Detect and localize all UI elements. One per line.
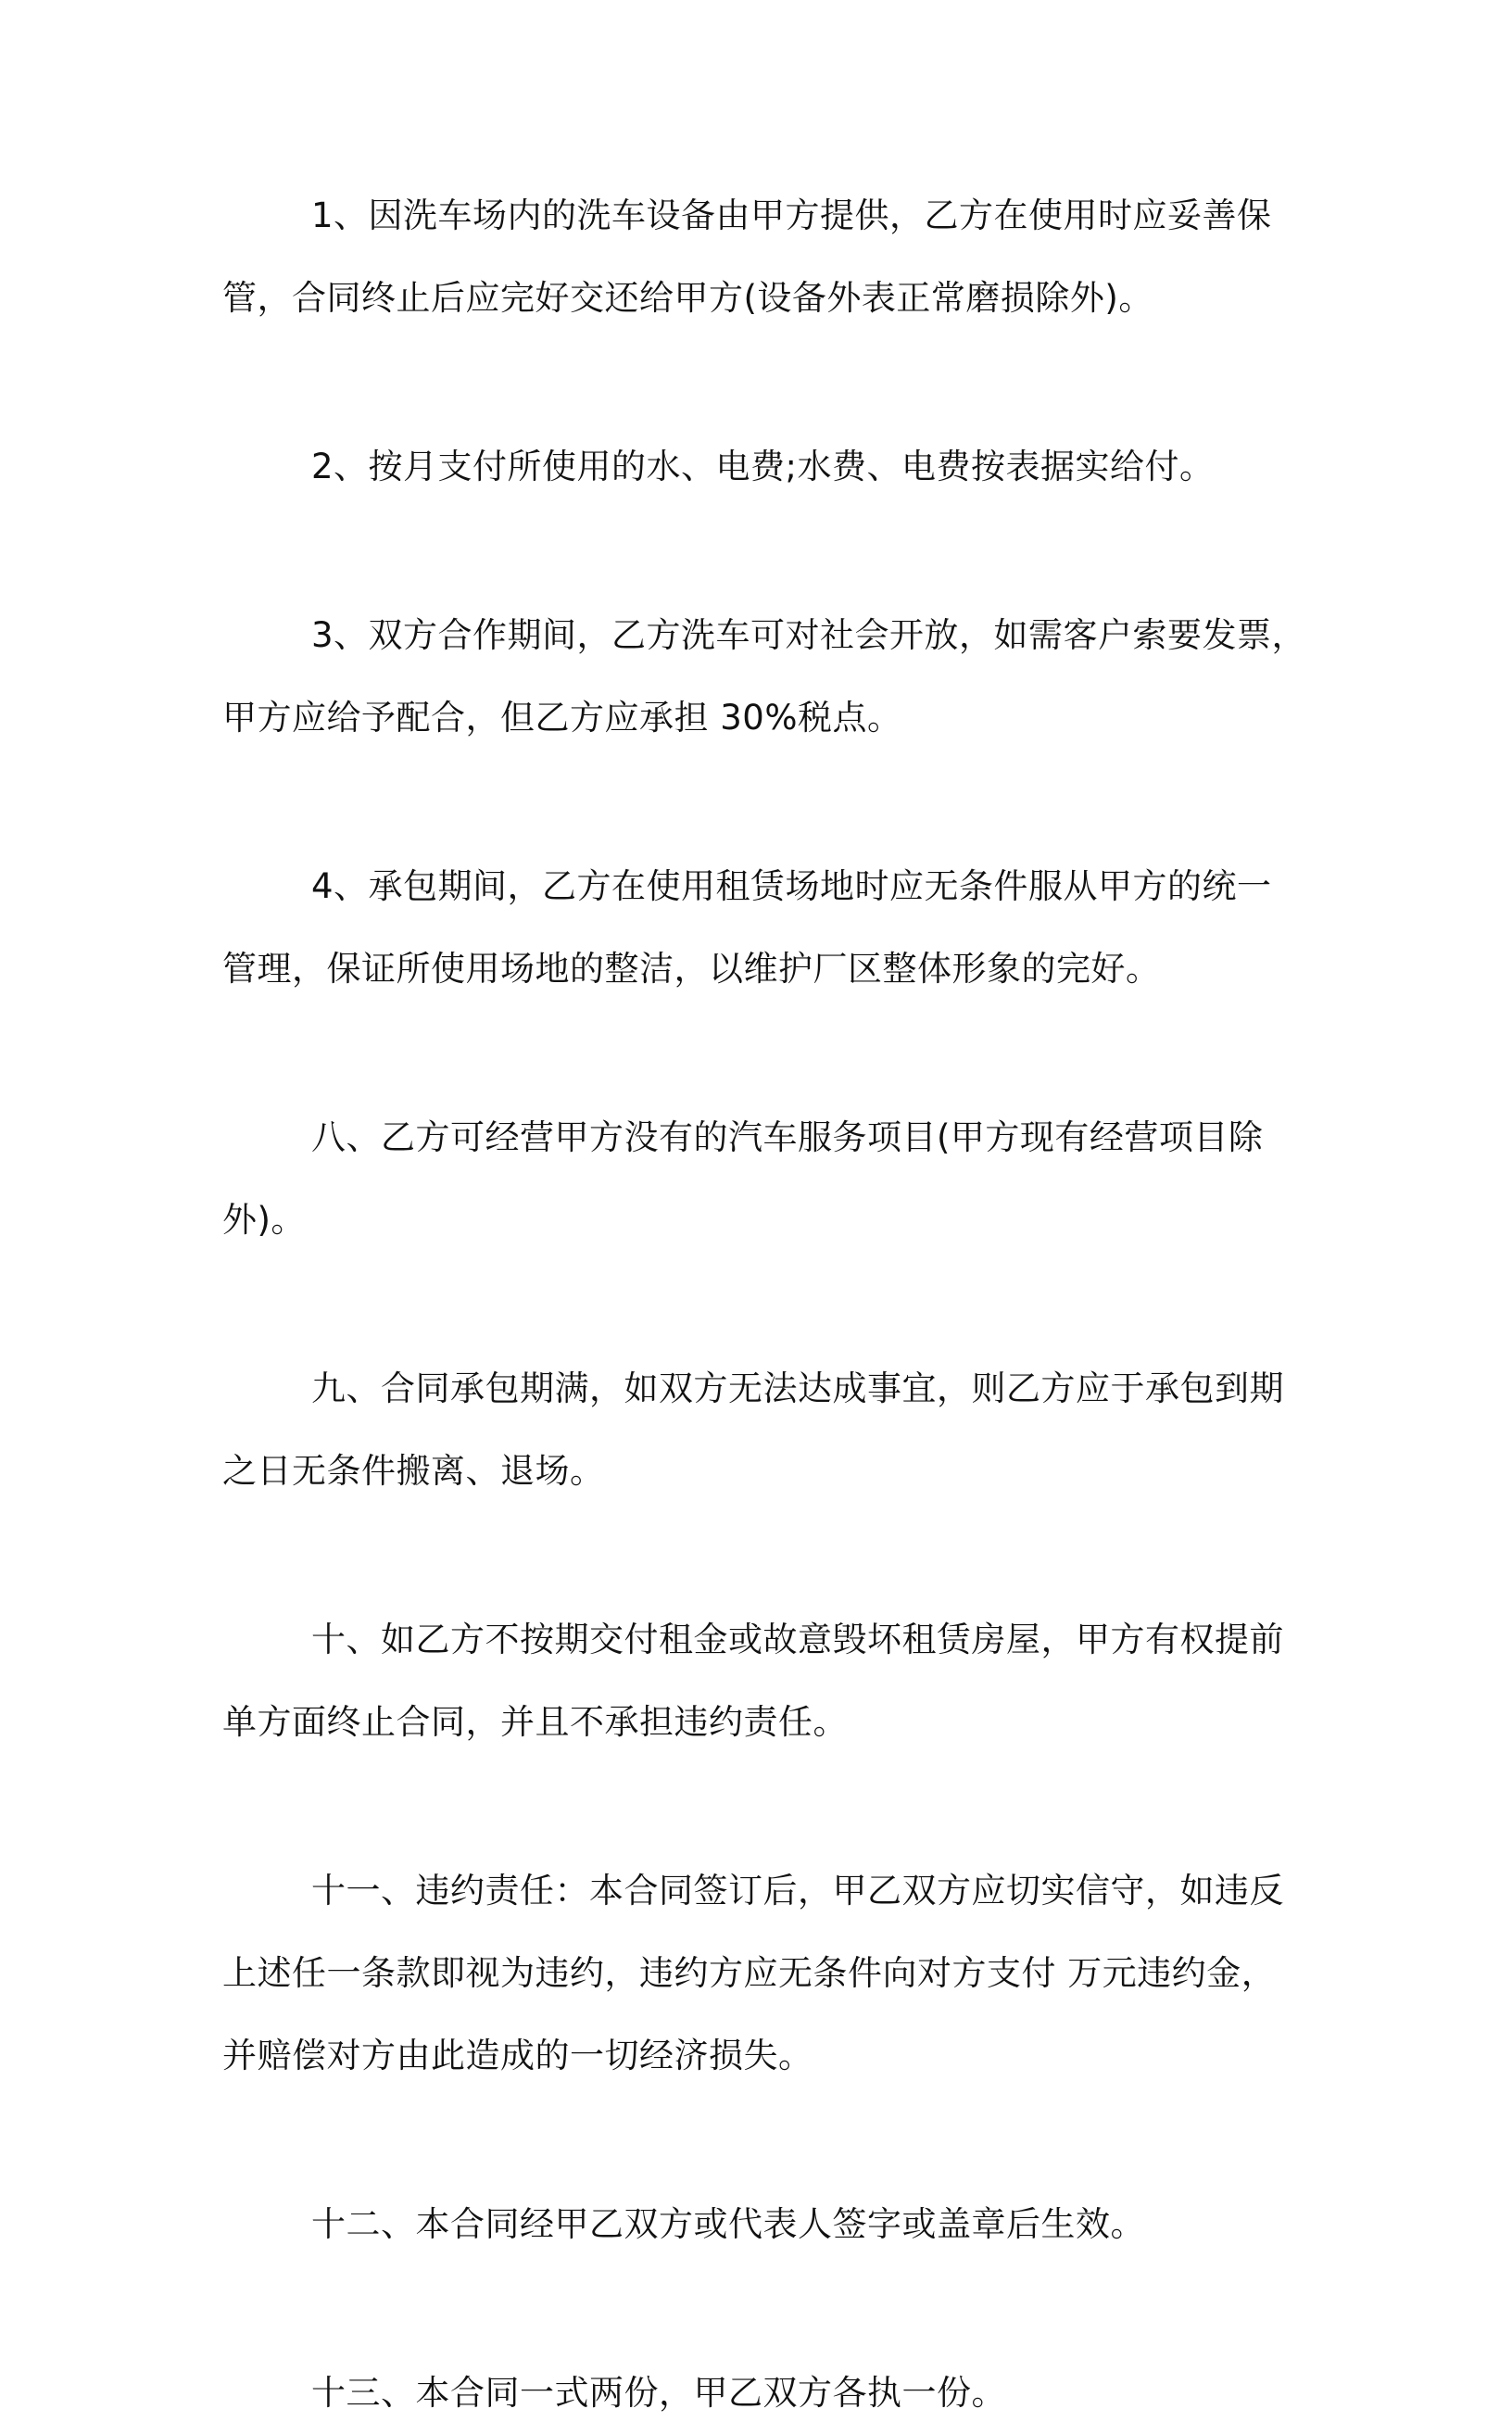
clause-10 [222,1598,1288,1763]
clause-9-line-1: 九、合同承包期满，如双方无法达成事宜，则乙方应于承包到期 [311,1368,1284,1408]
clause-4 [222,845,1288,1010]
clause-1 [222,174,1288,339]
clause-11-line-2: 上述任一条款即视为违约，违约方应无条件向对方支付 万元违约金， [222,1953,1277,1993]
clause-1-line-2: 管，合同终止后应完好交还给甲方(设备外表正常磨损除外)。 [222,278,1153,318]
contract-text [222,174,1307,2434]
clause-11 [222,1849,1288,2097]
clause-4-line-1: 4、承包期间，乙方在使用租赁场地时应无条件服从甲方的统一 [311,866,1272,906]
clause-11-line-1: 十一、违约责任：本合同签订后，甲乙双方应切实信守，如违反 [311,1871,1284,1911]
clause-12 [222,2183,1288,2265]
clause-3-line-2: 甲方应给予配合，但乙方应承担 30%税点。 [222,698,902,738]
clause-13-line-1: 十三、本合同一式两份，甲乙双方各执一份。 [311,2373,1006,2413]
clause-9 [222,1347,1288,1512]
clause-2 [222,425,1288,508]
clause-8 [222,1096,1288,1261]
clause-11-line-3: 并赔偿对方由此造成的一切经济损失。 [222,2036,813,2075]
clause-9-line-2: 之日无条件搬离、退场。 [222,1451,605,1491]
clause-3-line-1: 3、双方合作期间，乙方洗车可对社会开放，如需客户索要发票， [311,615,1307,655]
clause-8-line-1: 八、乙方可经营甲方没有的汽车服务项目(甲方现有经营项目除 [311,1117,1264,1157]
clause-10-line-1: 十、如乙方不按期交付租金或故意毁坏租赁房屋，甲方有权提前 [311,1620,1284,1659]
clause-10-line-2: 单方面终止合同，并且不承担违约责任。 [222,1702,848,1742]
clause-8-line-2: 外)。 [222,1200,306,1240]
clause-1-line-1: 1、因洗车场内的洗车设备由甲方提供，乙方在使用时应妥善保 [311,195,1272,235]
clause-12-line-1: 十二、本合同经甲乙双方或代表人签字或盖章后生效。 [311,2204,1145,2244]
clause-13 [222,2352,1288,2434]
clause-3 [222,594,1307,759]
clause-2-line-1: 2、按月支付所使用的水、电费;水费、电费按表据实给付。 [311,447,1215,486]
clause-4-line-2: 管理，保证所使用场地的整洁，以维护厂区整体形象的完好。 [222,949,1161,989]
